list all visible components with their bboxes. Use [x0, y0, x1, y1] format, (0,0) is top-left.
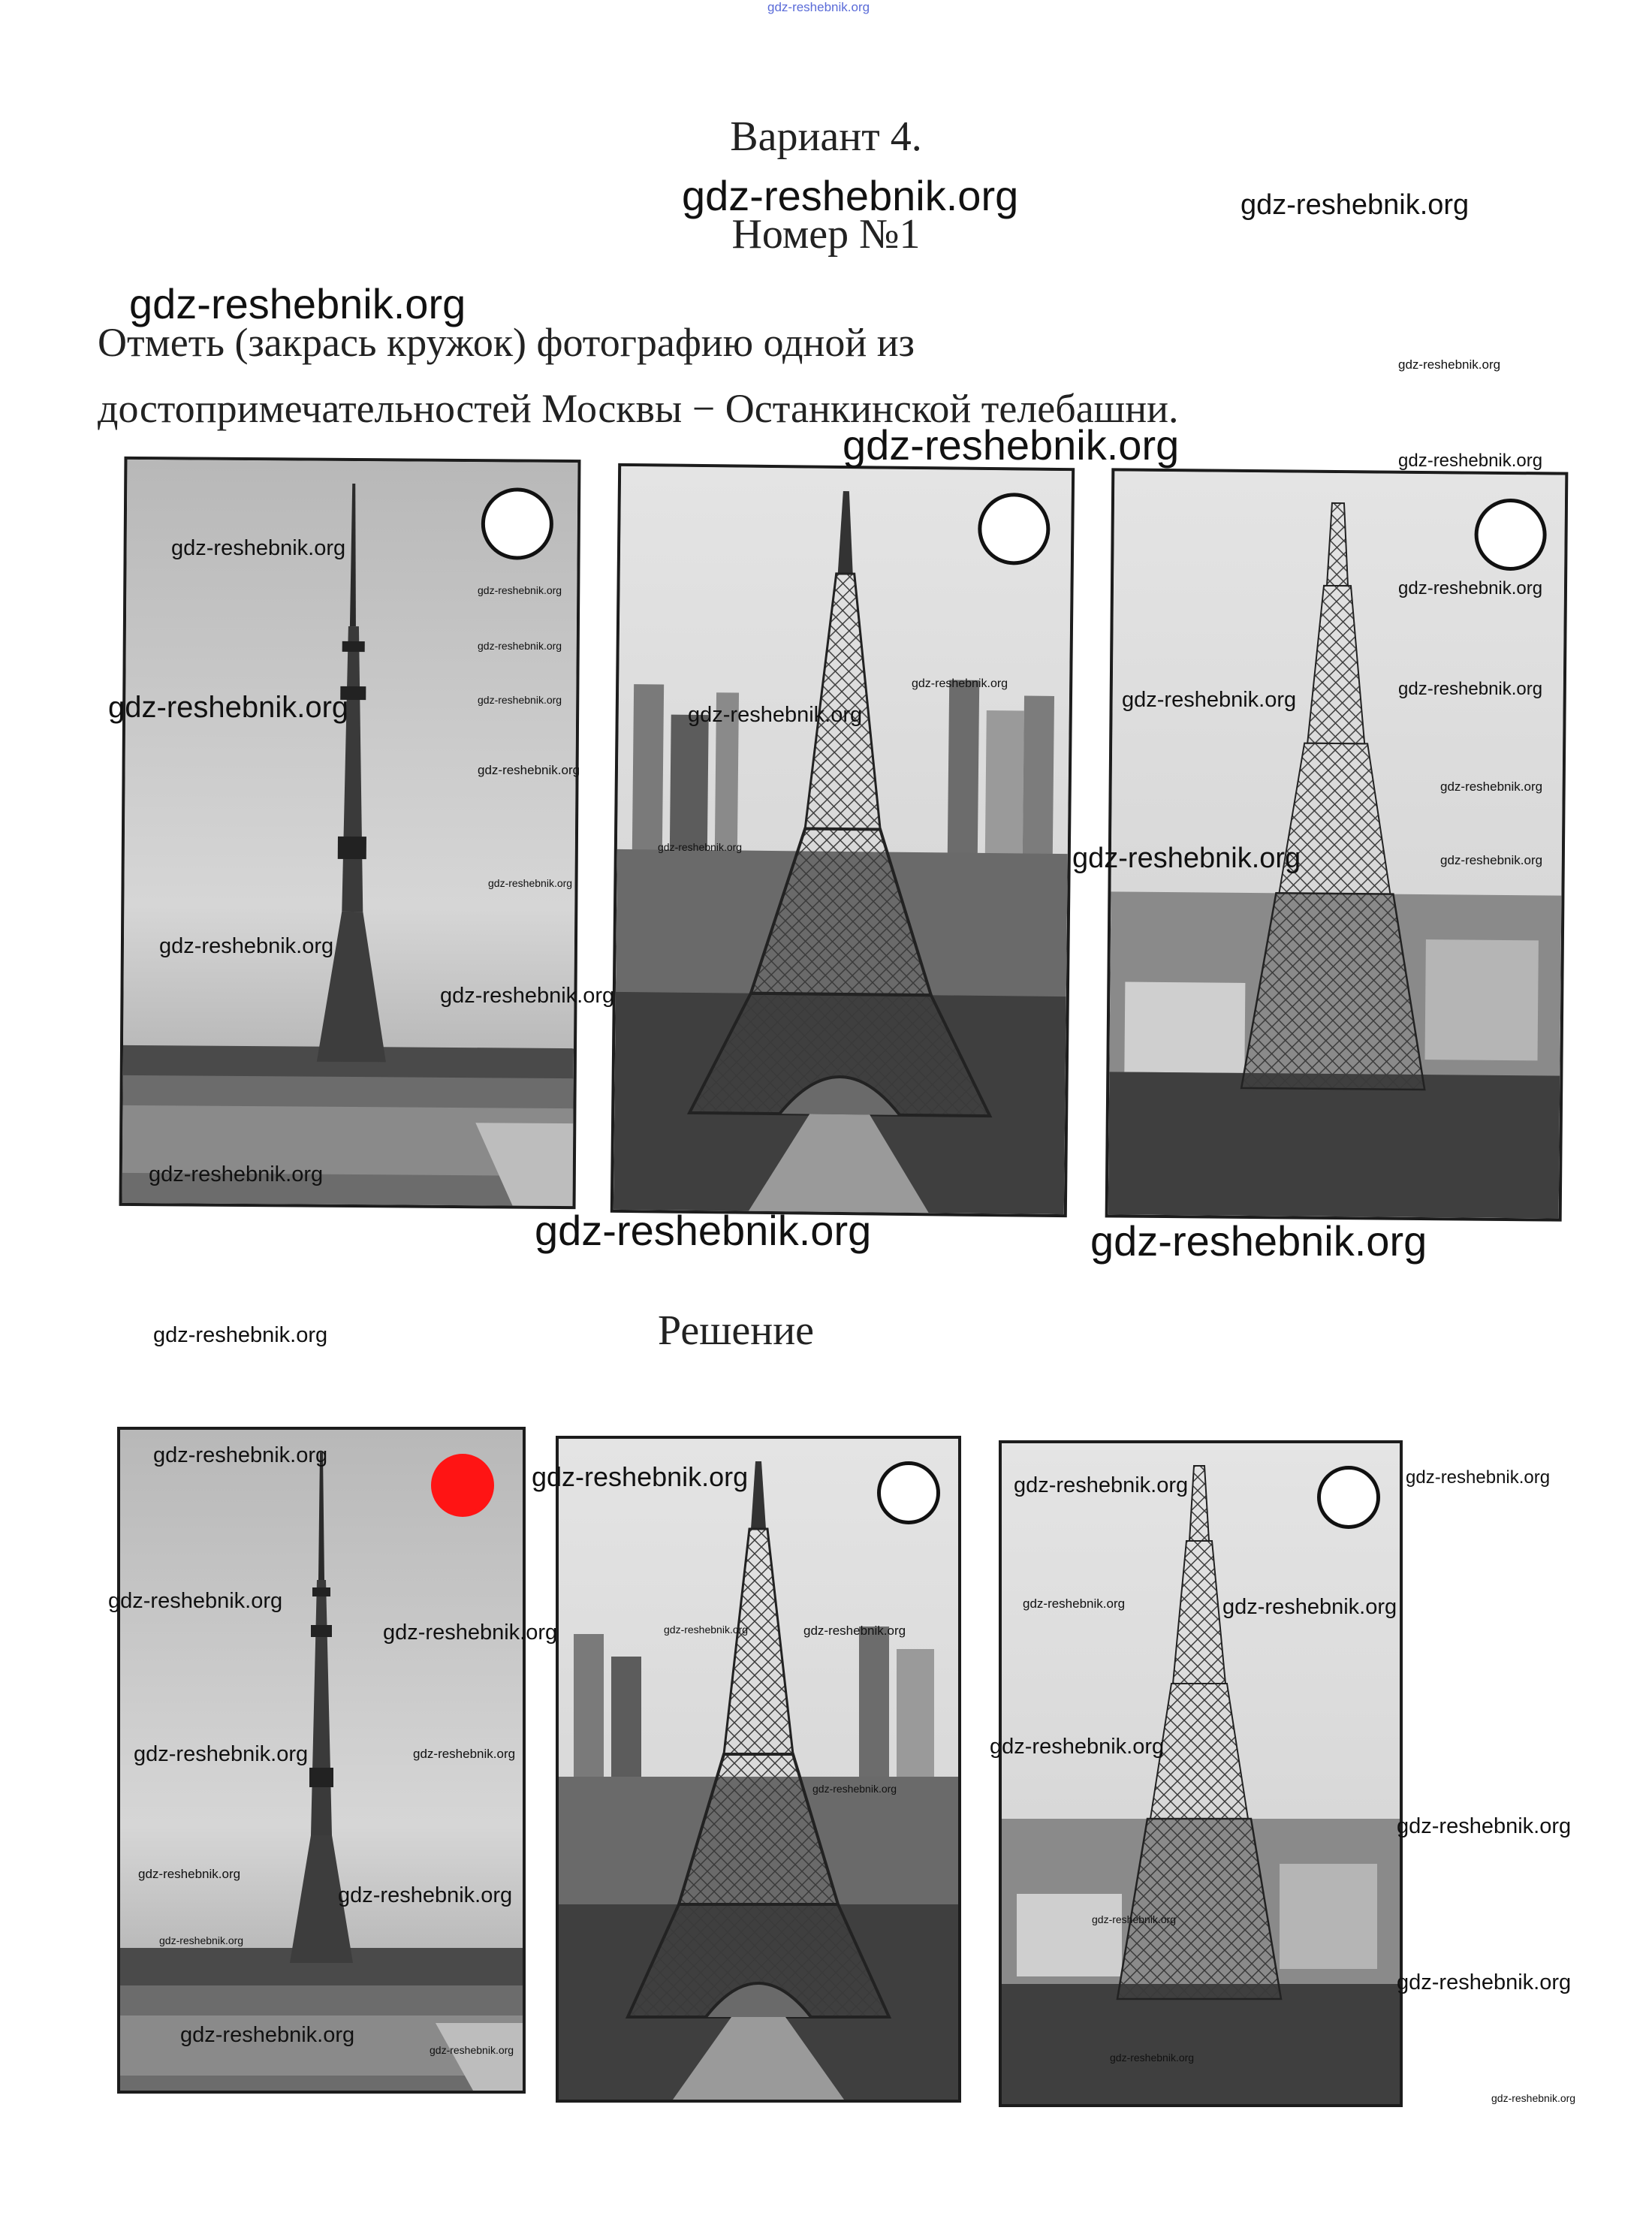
- watermark: gdz-reshebnik.org: [812, 1783, 897, 1795]
- watermark: gdz-reshebnik.org: [338, 1883, 513, 1907]
- watermark: gdz-reshebnik.org: [1090, 1217, 1427, 1265]
- watermark: gdz-reshebnik.org: [108, 1589, 283, 1613]
- watermark: gdz-reshebnik.org: [1398, 578, 1543, 598]
- photo-eiffel-solution: [556, 1436, 961, 2103]
- watermark: gdz-reshebnik.org: [488, 877, 573, 889]
- watermark: gdz-reshebnik.org: [180, 2023, 355, 2047]
- watermark: gdz-reshebnik.org: [912, 677, 1008, 690]
- watermark: gdz-reshebnik.org: [535, 1207, 872, 1254]
- choice-circle-shukhov-task[interactable]: [1474, 499, 1547, 571]
- watermark: gdz-reshebnik.org: [1397, 1814, 1572, 1838]
- watermark: gdz-reshebnik.org: [682, 172, 1019, 219]
- watermark: gdz-reshebnik.org: [108, 691, 349, 724]
- watermark: gdz-reshebnik.org: [1014, 1473, 1189, 1497]
- choice-circle-eiffel-solution[interactable]: [877, 1461, 940, 1524]
- watermark: gdz-reshebnik.org: [843, 421, 1180, 469]
- watermark: gdz-reshebnik.org: [171, 536, 346, 560]
- watermark: gdz-reshebnik.org: [478, 763, 580, 777]
- watermark: gdz-reshebnik.org: [1122, 688, 1297, 712]
- watermark: gdz-reshebnik.org: [440, 984, 615, 1008]
- watermark: gdz-reshebnik.org: [1222, 1595, 1397, 1619]
- watermark: gdz-reshebnik.org: [1023, 1596, 1126, 1611]
- watermark: gdz-reshebnik.org: [803, 1624, 906, 1638]
- watermark: gdz-reshebnik.org: [990, 1735, 1165, 1759]
- variant-heading: Вариант 4.: [730, 113, 922, 160]
- choice-circle-ostankino-task[interactable]: [481, 487, 554, 560]
- photo-shukhov-solution: [999, 1440, 1403, 2107]
- watermark: gdz-reshebnik.org: [159, 1934, 244, 1946]
- watermark: gdz-reshebnik.org: [478, 694, 562, 706]
- watermark: gdz-reshebnik.org: [134, 1742, 309, 1766]
- task-number-heading: Номер №1: [731, 211, 921, 258]
- watermark: gdz-reshebnik.org: [532, 1461, 749, 1492]
- choice-circle-eiffel-task[interactable]: [978, 493, 1051, 565]
- watermark: gdz-reshebnik.org: [1406, 1467, 1551, 1488]
- watermark: gdz-reshebnik.org: [383, 1621, 558, 1645]
- watermark: gdz-reshebnik.org: [1241, 189, 1470, 221]
- watermark: gdz-reshebnik.org: [478, 584, 562, 596]
- watermark: gdz-reshebnik.org: [138, 1867, 241, 1881]
- task-line-1: Отметь (закрась кружок) фотографию одной из: [98, 320, 915, 365]
- watermark: gdz-reshebnik.org: [1398, 451, 1543, 471]
- watermark: gdz-reshebnik.org: [664, 1624, 749, 1636]
- photo-ostankino-task: [119, 457, 581, 1209]
- watermark: gdz-reshebnik.org: [658, 841, 743, 853]
- watermark: gdz-reshebnik.org: [413, 1747, 516, 1761]
- watermark: gdz-reshebnik.org: [159, 934, 334, 958]
- choice-circle-ostankino-solution[interactable]: [431, 1454, 494, 1517]
- watermark: gdz-reshebnik.org: [430, 2044, 514, 2056]
- watermark: gdz-reshebnik.org: [688, 703, 863, 727]
- watermark: gdz-reshebnik.org: [1072, 843, 1301, 874]
- watermark: gdz-reshebnik.org: [1398, 679, 1543, 699]
- watermark: gdz-reshebnik.org: [153, 1443, 328, 1467]
- watermark: gdz-reshebnik.org: [1110, 2052, 1195, 2064]
- photo-eiffel-task: [610, 463, 1075, 1217]
- task-text: [98, 309, 1524, 442]
- watermark: gdz-reshebnik.org: [129, 280, 466, 327]
- watermark: gdz-reshebnik.org: [153, 1323, 328, 1347]
- watermark: gdz-reshebnik.org: [478, 640, 562, 652]
- watermark: gdz-reshebnik.org: [1398, 357, 1501, 372]
- top-watermark: gdz-reshebnik.org: [767, 0, 870, 14]
- watermark: gdz-reshebnik.org: [1440, 779, 1543, 794]
- watermark: gdz-reshebnik.org: [1491, 2092, 1576, 2104]
- watermark: gdz-reshebnik.org: [1440, 853, 1543, 867]
- task-line-2: достопримечательностей Москвы − Останкинской телебашни.: [98, 386, 1179, 431]
- watermark: gdz-reshebnik.org: [149, 1162, 324, 1186]
- solution-heading: Решение: [657, 1307, 815, 1354]
- watermark: gdz-reshebnik.org: [1397, 1970, 1572, 1994]
- watermark: gdz-reshebnik.org: [1092, 1913, 1177, 1925]
- choice-circle-shukhov-solution[interactable]: [1317, 1466, 1380, 1529]
